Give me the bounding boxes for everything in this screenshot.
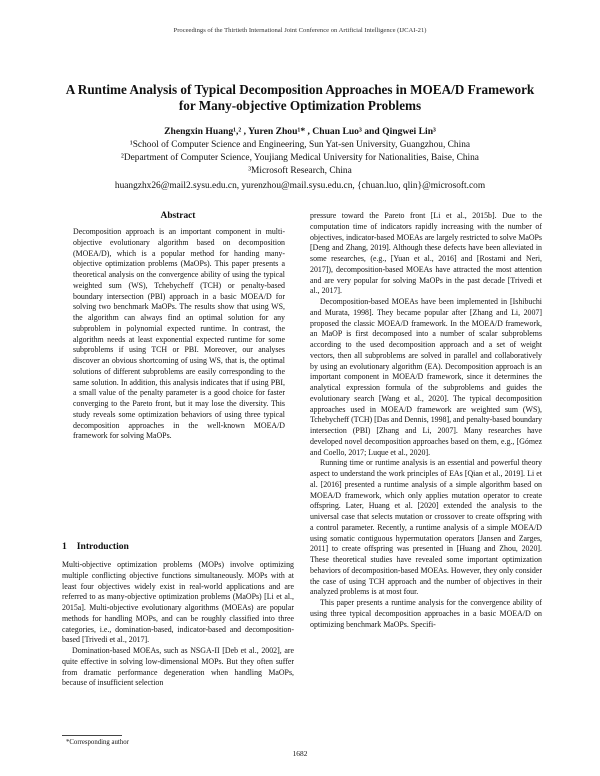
page-number: 1682 [292, 749, 308, 758]
footnote-rule [62, 735, 122, 736]
author-list: Zhengxin Huang¹,² , Yuren Zhou¹* , Chuan Luo³ and Qingwei Lin³ [164, 126, 436, 137]
intro-paragraph-1: Multi-objective optimization problems (MOPs) involve optimizing multiple conflicting objective functions simultaneously. MOPs with at least four objectives widely exist in real-world applications and are referred to as many-objective optimization problems (MaOPs) [Li et al., 2015a]. Multi-objective evolutionary algorithms (MOEAs) are popular methods for handling MOPs, and can be roughly classified into three categories, i.e., domination-based, indicator-based and decomposition-based [Trivedi et al., 2017]. [62, 560, 294, 645]
affiliation-1: ¹School of Computer Science and Engineering, Sun Yat-sen University, Guangzhou, China [129, 140, 471, 150]
footnote: *Corresponding author [66, 739, 129, 746]
right-paragraph-1: pressure toward the Pareto front [Li et al., 2015b]. Due to the computation time of indicators rapidly increasing with the number of objectives, indicator-based MOEAs are largely restricted to solve MaOPs [Deng and Zhang, 2019]. Although these defects have been alleviated in some researches, (e.g., [Yuan et al., 2016] and [Rostami and Neri, 2017]), decomposition-based MOEAs have attracted the most attention and are very popular for solving MaOPs in the past decade [Trivedi et al., 2017]. [310, 211, 542, 296]
right-paragraph-2: Decomposition-based MOEAs have been implemented in [Ishibuchi and Murata, 1998]. They became popular after [Zhang and Li, 2007] proposed the classic MOEA/D framework. In the MOEA/D framework, an MaOP is first decomposed into a number of scalar subproblems according to the used decomposition approach and a set of weight vectors, then all subproblems are solved in parallel and collaboratively by using an evolutionary algorithm (EA). Decomposition approach is an important component in MOEA/D framework, since it determines the analytical expression formula of the subproblems and guides the evolutionary search [Wang et al., 2020]. The typical decomposition approaches used in MOEA/D framework are weighted sum (WS), Tchebycheff (TCH) [Das and Dennis, 1998], and penalty-based boundary intersection (PBI) [Zhang and Li, 2007]. Many researches have developed novel decomposition approaches based on them, e.g., [Gómez and Coello, 2017; Luque et al., 2020]. [310, 297, 543, 457]
section-title: Introduction [76, 541, 129, 552]
section-number: 1 [62, 541, 67, 552]
intro-paragraph-2: Domination-based MOEAs, such as NSGA-II [Deb et al., 2002], are quite effective in solving low-dimensional MOPs. But they often suffer from dramatic performance degeneration when handling MaOPs, because of insufficient selection [62, 646, 294, 688]
abstract-text: Decomposition approach is an important component in multi-objective evolutionary algorithm based on decomposition (MOEA/D), which is a popular method for handing many-objective optimization problems (MaOPs). This paper presents a theoretical analysis on the convergence ability of using the typical weighted sum (WS), Tchebycheff (TCH) or penalty-based boundary intersection (PBI) approach in a basic MOEA/D for solving two benchmark MaOPs. The results show that using WS, the algorithm can always find an optimal solution for any subproblem in polynomial expected runtime. In contrast, the algorithm needs at least exponential expected runtime for some subproblems if using TCH or PBI. Moreover, our analyses discover an obvious shortcoming of using WS, that is, the optimal solutions of different subproblems are easily corresponding to the same solution. In addition, this analysis indicates that if using PBI, a small value of the penalty parameter is a good choice for faster converging to the Pareto front, but it may lose the diversity. This study reveals some optimization behaviors of using three typical decomposition approaches in the well-known MOEA/D framework for solving MaOPs. [73, 227, 285, 441]
right-paragraph-4: This paper presents a runtime analysis for the convergence ability of using three typical decomposition approaches in a basic MOEA/D on optimizing benchmark MaOPs. Specifi- [310, 598, 542, 629]
right-paragraph-3: Running time or runtime analysis is an essential and powerful theory aspect to understand the work principles of EAs [Qian et al., 2019]. Li et al. [2016] presented a runtime analysis of a simple algorithm based on MOEA/D framework, which only applies mutation operator to create offspring. Later, Huang et al. [2020] extended the analysis to the universal case that selects mutation or crossover to create offspring with a control parameter. Recently, a runtime analysis of a simple MOEA/D using somatic contiguous hypermutation operators [Jansen and Zarges, 2011] to create offspring was presented in [Huang and Zhou, 2020]. These theoretical studies have revealed some important optimization behaviors of decomposition-based MOEAs. However, they only consider the case of using TCH approach and the number of objectives in their analyzed problems is at most four. [310, 458, 542, 597]
author-emails: huangzhx26@mail2.sysu.edu.cn, yurenzhou@mail.sysu.edu.cn, {chuan.luo, qlin}@microsoft.com [114, 181, 486, 191]
affiliation-2: ²Department of Computer Science, Youjiang Medical University for Nationalities, Baise, China [121, 153, 479, 163]
paper-title: A Runtime Analysis of Typical Decomposition Approaches in MOEA/D Framework for Many-objective Optimization Problems [65, 82, 535, 113]
section-heading [62, 541, 294, 552]
affiliation-3: ³Microsoft Research, China [248, 166, 352, 176]
proceedings-header: Proceedings of the Thirtieth International Joint Conference on Artificial Intelligence (IJCAI-21) [173, 27, 427, 34]
abstract-heading: Abstract [160, 211, 196, 221]
left-column-body [62, 560, 294, 689]
right-column-body [310, 211, 542, 630]
